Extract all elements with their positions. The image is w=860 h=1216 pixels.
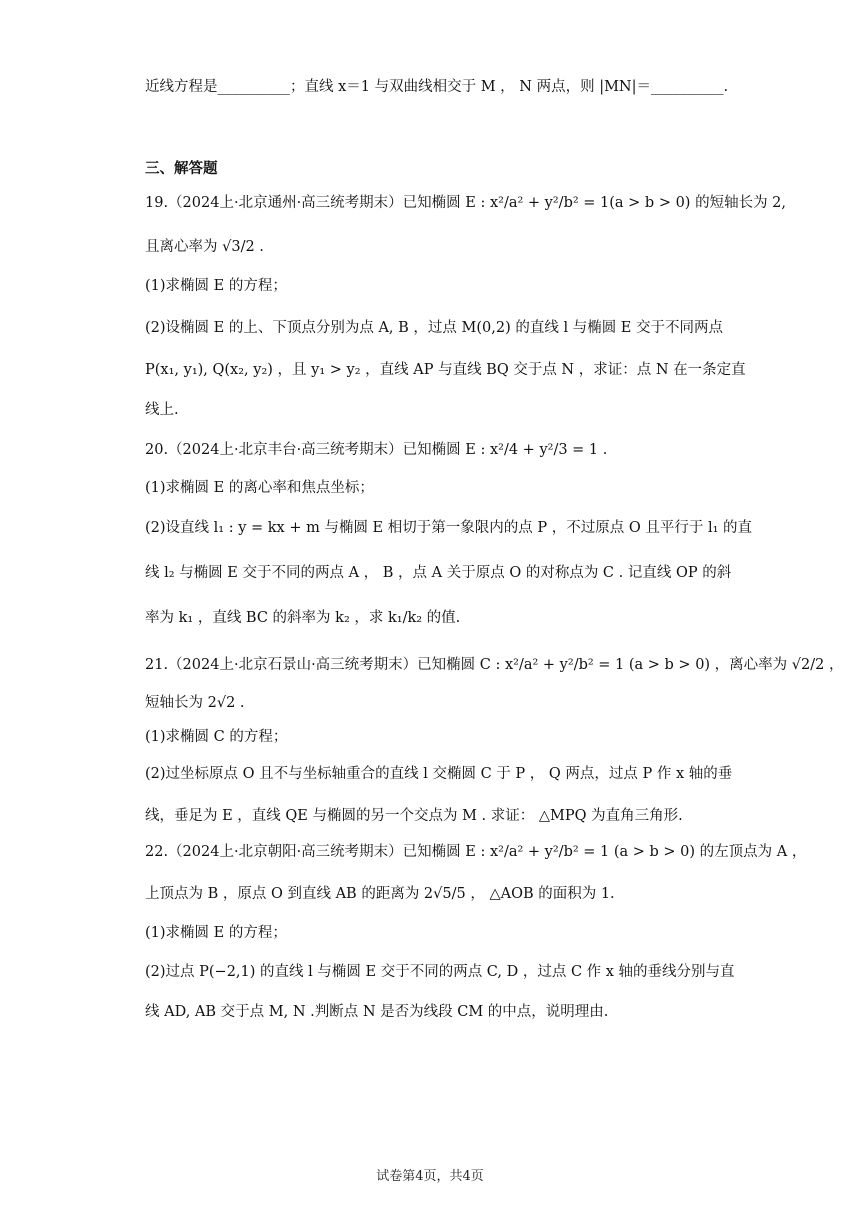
problem-line: (2)过坐标原点 O 且不与坐标轴重合的直线 l 交椭圆 C 于 P ， Q 两点，过点 P 作 x 轴的垂 xyxy=(145,766,733,782)
problem-line: 线 AD, AB 交于点 M, N .判断点 N 是否为线段 CM 的中点，说明理由. xyxy=(145,1004,609,1020)
problem-line: (2)过点 P(−2,1) 的直线 l 与椭圆 E 交于不同的两点 C, D ，过点 C 作 x 轴的垂线分别与直 xyxy=(145,964,735,980)
problem-line: 20.（2024上·北京丰台·高三统考期末）已知椭圆 E : x²/4 + y²/3 = 1 . xyxy=(145,442,608,458)
carry-over-text: 近线方程是__________；直线 x＝1 与双曲线相交于 M ， N 两点，则 |MN|＝__________. xyxy=(145,79,729,95)
problem-line: 线 l₂ 与椭圆 E 交于不同的两点 A ， B ，点 A 关于原点 O 的对称点为 C . 记直线 OP 的斜 xyxy=(145,565,732,581)
problem-line: 上顶点为 B ，原点 O 到直线 AB 的距离为 2√5/5 ， △AOB 的面积为 1. xyxy=(145,886,615,902)
problem-line: (1)求椭圆 E 的方程； xyxy=(145,925,287,941)
problem-line: 19.（2024上·北京通州·高三统考期末）已知椭圆 E : x²/a² + y²/b² = 1(a > b > 0) 的短轴长为 2, xyxy=(145,195,787,211)
problem-line: (1)求椭圆 E 的离心率和焦点坐标； xyxy=(145,480,374,496)
problem-line: 线，垂足为 E ，直线 QE 与椭圆的另一个交点为 M . 求证： △MPQ 为直角三角形. xyxy=(145,808,683,824)
problem-line: 且离心率为 √3/2 . xyxy=(145,239,264,255)
problem-line: (2)设椭圆 E 的上、下顶点分别为点 A, B ，过点 M(0,2) 的直线 l 与椭圆 E 交于不同两点 xyxy=(145,320,724,336)
problem-line: 率为 k₁ ，直线 BC 的斜率为 k₂ ，求 k₁/k₂ 的值. xyxy=(145,610,461,626)
problem-line: 线上. xyxy=(145,402,179,418)
problem-line: P(x₁, y₁), Q(x₂, y₂) ，且 y₁ > y₂ ，直线 AP 与直线 BQ 交于点 N ，求证：点 N 在一条定直 xyxy=(145,362,746,378)
problem-line: (1)求椭圆 E 的方程； xyxy=(145,278,287,294)
problem-line: (2)设直线 l₁ : y = kx + m 与椭圆 E 相切于第一象限内的点 P ，不过原点 O 且平行于 l₁ 的直 xyxy=(145,520,753,536)
section-title: 三、解答题 xyxy=(145,161,218,177)
problem-line: 21.（2024上·北京石景山·高三统考期末）已知椭圆 C : x²/a² + y²/b² = 1 (a > b > 0) ，离心率为 √2/2 ， xyxy=(145,657,844,673)
problem-line: 22.（2024上·北京朝阳·高三统考期末）已知椭圆 E : x²/a² + y²/b² = 1 (a > b > 0) 的左顶点为 A ， xyxy=(145,844,807,860)
problem-line: 短轴长为 2√2 . xyxy=(145,695,245,711)
page-footer: 试卷第4页，共4页 xyxy=(376,1169,484,1184)
problem-line: (1)求椭圆 C 的方程； xyxy=(145,729,288,745)
